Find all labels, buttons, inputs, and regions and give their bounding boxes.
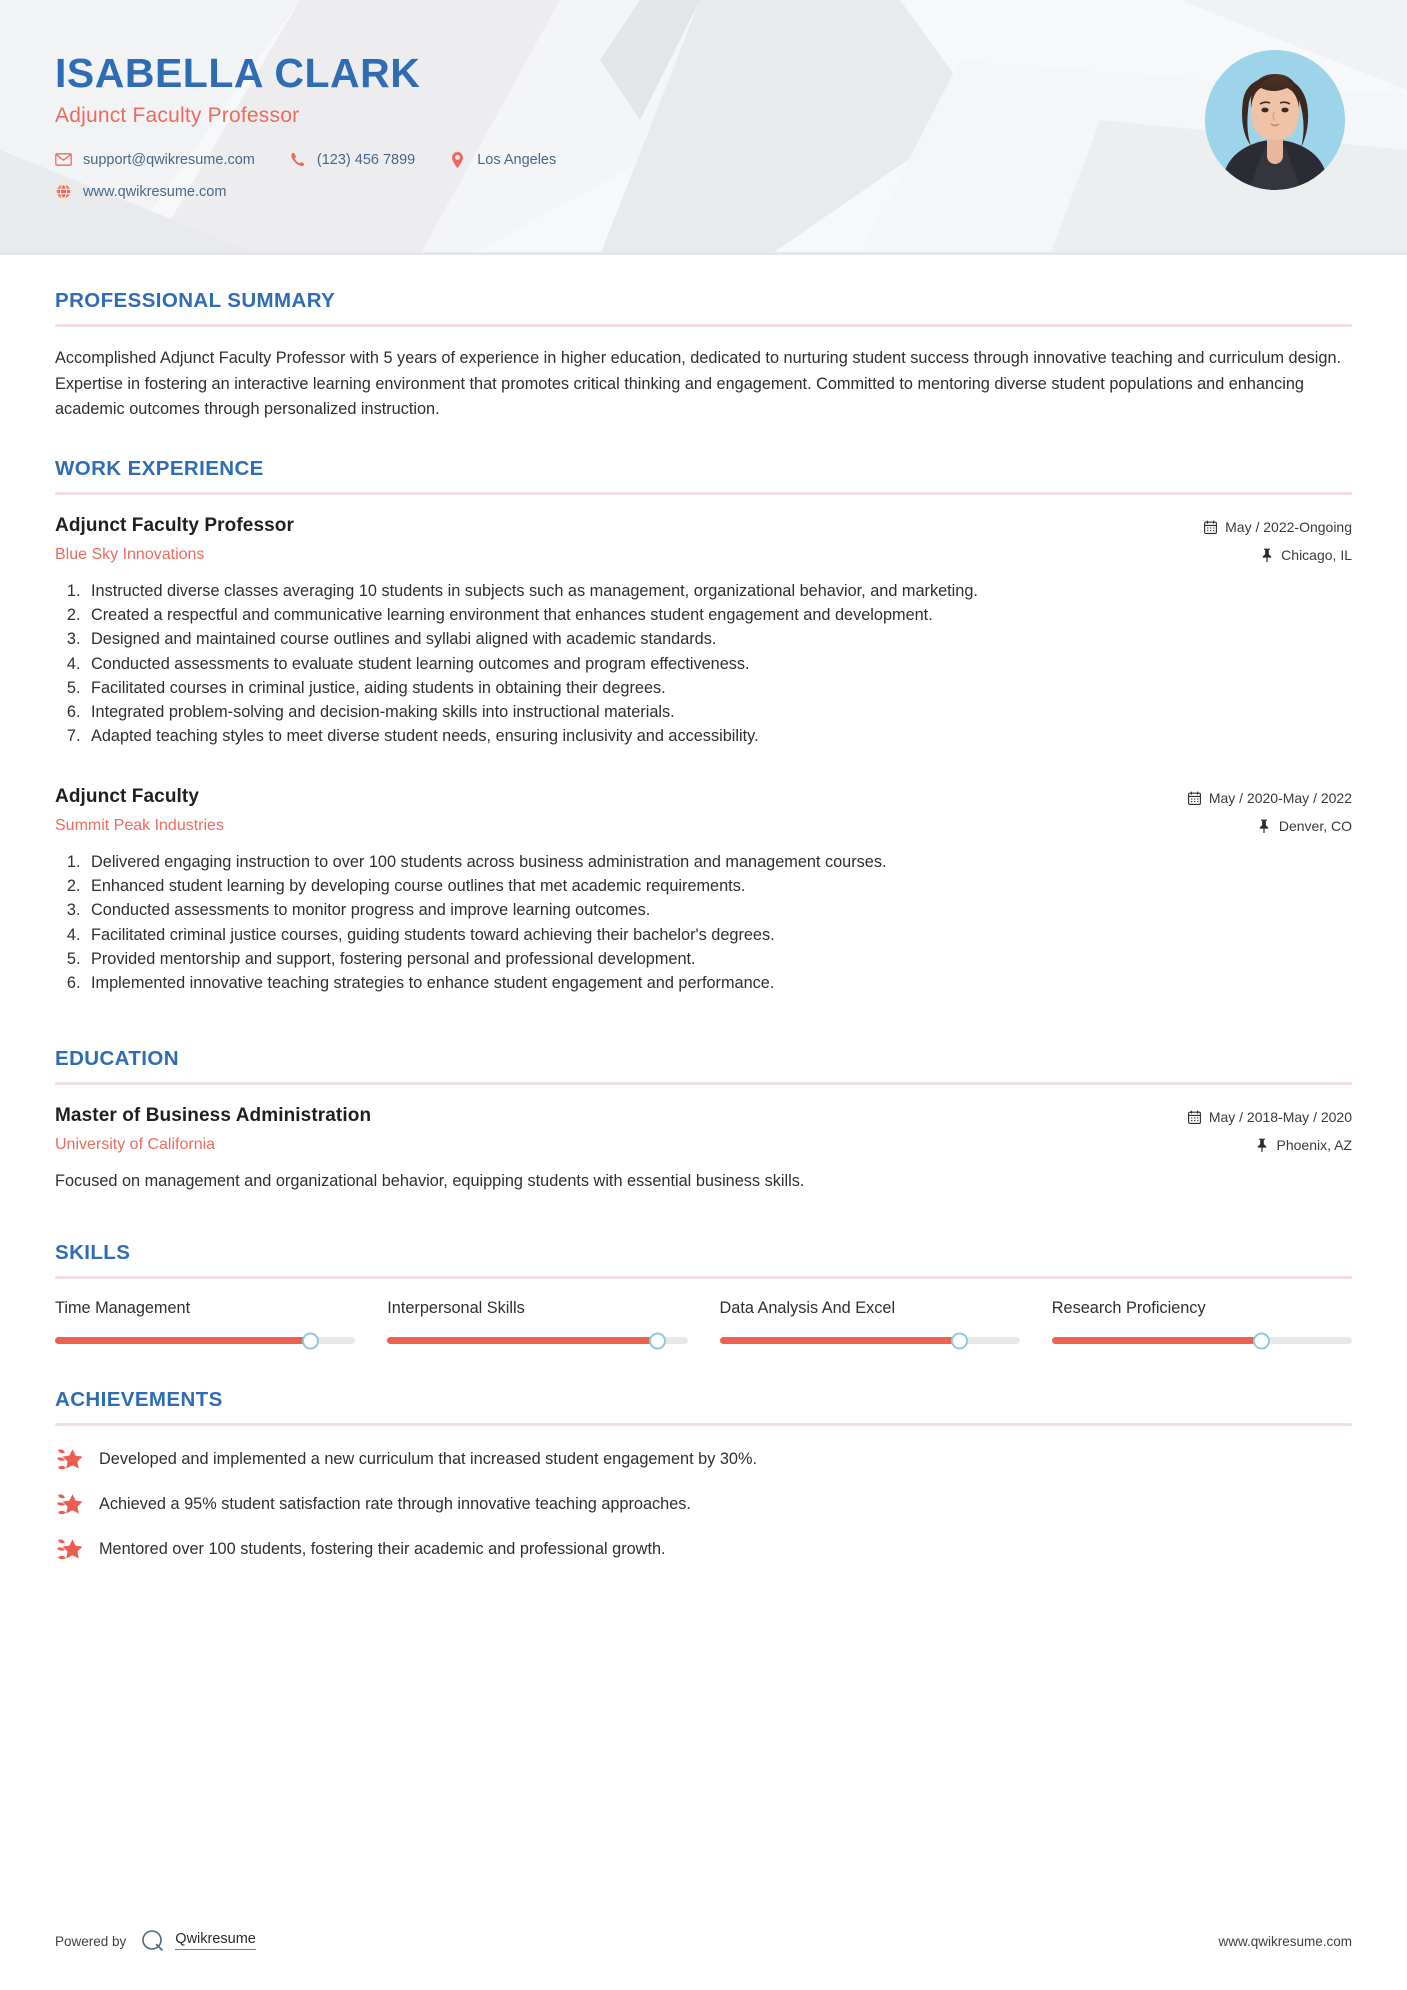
work-entry (55, 786, 1352, 995)
list-item: 2. Created a respectful and communicative learning environment that enhances student engagement and development. (85, 604, 1352, 627)
skill-knob[interactable] (302, 1332, 319, 1349)
list-item: 1. Instructed diverse classes averaging 10 students in subjects such as management, organizational behavior, and marketing. (85, 580, 1352, 603)
pushpin-icon (1258, 819, 1271, 833)
job-dates-text: May / 2022-Ongoing (1225, 519, 1352, 536)
work-entry-meta (1188, 786, 1352, 834)
work-entry (55, 515, 1352, 748)
pushpin-icon (1260, 548, 1273, 562)
resume-header (0, 0, 1407, 255)
list-item: 2. Enhanced student learning by developing course outlines that met academic requirements. (85, 875, 1352, 898)
footer-site-url[interactable]: www.qwikresume.com (1218, 1933, 1352, 1949)
list-item: 5. Provided mentorship and support, fostering personal and professional development. (85, 948, 1352, 971)
skill-knob[interactable] (1253, 1332, 1270, 1349)
section-title-summary: PROFESSIONAL SUMMARY (55, 289, 336, 312)
list-item: 3. Conducted assessments to monitor progress and improve learning outcomes. (85, 899, 1352, 922)
education-entry-identity (55, 1105, 371, 1154)
job-dates-text: May / 2020-May / 2022 (1208, 790, 1352, 807)
achievement-text: Developed and implemented a new curriculum that increased student engagement by 30%. (99, 1450, 757, 1469)
star-badge-icon (55, 1446, 83, 1472)
candidate-role: Adjunct Faculty Professor (55, 104, 300, 128)
section-divider (55, 1082, 1352, 1085)
job-title: Adjunct Faculty Professor (55, 515, 294, 537)
job-responsibilities (55, 580, 1352, 748)
job-location (1204, 547, 1352, 563)
section-skills (55, 1241, 1352, 1344)
list-item: 3. Designed and maintained course outlines and syllabi aligned with academic standards. (85, 628, 1352, 651)
work-entry-identity (55, 786, 224, 835)
skill-fill (55, 1337, 310, 1344)
job-location-text: Chicago, IL (1281, 547, 1352, 564)
resume-body (0, 289, 1407, 1562)
contact-email[interactable] (55, 151, 255, 168)
calendar-icon (1204, 520, 1217, 534)
summary-text: Accomplished Adjunct Faculty Professor with 5 years of experience in higher education, dedicated to nurturing student success through innovative teaching and curriculum design. Expertise in fostering an interactive learning environment that promotes critical thinking and engagement. Committed to mentoring diverse student populations and enhancing academic outcomes through personalized instruction. (55, 349, 1342, 419)
star-badge-icon (55, 1491, 83, 1517)
job-responsibilities (55, 851, 1352, 995)
list-item: 1. Delivered engaging instruction to over 100 students across business administration and management courses. (85, 851, 1352, 874)
section-divider (55, 1276, 1352, 1279)
education-description: Focused on management and organizational behavior, equipping students with essential business skills. (55, 1172, 805, 1191)
skill-fill (720, 1337, 960, 1344)
contact-email-text: support@qwikresume.com (83, 151, 255, 168)
qwikresume-logo-icon (140, 1928, 166, 1954)
list-item (55, 1446, 1352, 1472)
skill-item (387, 1299, 687, 1344)
list-item: 5. Facilitated courses in criminal justice, aiding students in obtaining their degrees. (85, 677, 1352, 700)
list-item: 4. Conducted assessments to evaluate student learning outcomes and program effectiveness. (85, 653, 1352, 676)
skill-label: Time Management (55, 1299, 191, 1318)
skill-item (55, 1299, 355, 1344)
contact-row-secondary (55, 183, 1352, 200)
pushpin-icon (1256, 1138, 1269, 1152)
section-education (55, 1047, 1352, 1193)
contact-website[interactable] (55, 183, 226, 200)
skill-knob[interactable] (951, 1332, 968, 1349)
education-location (1188, 1137, 1352, 1153)
list-item (55, 1491, 1352, 1517)
skill-fill (1052, 1337, 1262, 1344)
footer-branding (55, 1928, 256, 1954)
education-dates (1188, 1109, 1352, 1125)
education-entry (55, 1105, 1352, 1193)
list-item: 6. Implemented innovative teaching strategies to enhance student engagement and performance. (85, 972, 1352, 995)
contact-row-primary (55, 151, 1352, 168)
skill-slider[interactable] (55, 1337, 355, 1344)
education-entry-header (55, 1105, 1352, 1154)
section-achievements (55, 1388, 1352, 1562)
powered-by-label: Powered by (55, 1933, 127, 1949)
work-entry-header (55, 515, 1352, 564)
achievements-list (55, 1446, 1352, 1562)
contact-location-text: Los Angeles (477, 151, 557, 168)
section-divider (55, 492, 1352, 495)
work-entry-header (55, 786, 1352, 835)
brand-name[interactable]: Qwikresume (175, 1932, 256, 1950)
company-name: Summit Peak Industries (55, 817, 224, 835)
star-badge-icon (55, 1536, 83, 1562)
education-location-text: Phoenix, AZ (1276, 1137, 1352, 1154)
section-divider (55, 1423, 1352, 1426)
skill-label: Data Analysis And Excel (719, 1299, 896, 1318)
section-title-education: EDUCATION (55, 1047, 179, 1071)
skills-grid (55, 1299, 1352, 1344)
education-entry-meta (1188, 1105, 1352, 1153)
job-location (1188, 818, 1352, 834)
skill-label: Interpersonal Skills (387, 1299, 525, 1318)
list-item: 4. Facilitated criminal justice courses, guiding students toward achieving their bachelor's degrees. (85, 924, 1352, 947)
avatar (1205, 50, 1345, 190)
section-professional-summary (55, 289, 1352, 423)
resume-footer (0, 1928, 1407, 1954)
phone-icon (289, 151, 306, 168)
contact-website-text: www.qwikresume.com (83, 183, 227, 200)
email-icon (55, 151, 72, 168)
candidate-name: ISABELLA CLARK (55, 50, 421, 96)
work-entry-identity (55, 515, 294, 564)
job-dates (1204, 519, 1352, 535)
skill-fill (387, 1337, 657, 1344)
avatar-photo (1205, 50, 1345, 190)
contact-phone[interactable] (289, 151, 415, 168)
skill-item (1052, 1299, 1352, 1344)
achievement-text: Achieved a 95% student satisfaction rate through innovative teaching approaches. (99, 1495, 691, 1514)
section-work-experience (55, 457, 1352, 995)
section-title-work: WORK EXPERIENCE (55, 457, 264, 481)
skill-slider[interactable] (720, 1337, 1020, 1344)
location-pin-icon (449, 151, 466, 168)
skill-slider[interactable] (1052, 1337, 1352, 1344)
calendar-icon (1188, 791, 1201, 805)
calendar-icon (1188, 1110, 1201, 1124)
company-name: Blue Sky Innovations (55, 546, 205, 564)
list-item: 6. Integrated problem-solving and decision-making skills into instructional materials. (85, 701, 1352, 724)
school-name: University of California (55, 1136, 216, 1154)
job-location-text: Denver, CO (1278, 818, 1352, 835)
job-title: Adjunct Faculty (55, 786, 200, 808)
section-title-achievements: ACHIEVEMENTS (55, 1388, 223, 1412)
work-entry-meta (1204, 515, 1352, 563)
section-divider (55, 324, 1352, 327)
globe-icon (55, 183, 72, 200)
list-item (55, 1536, 1352, 1562)
skill-label: Research Proficiency (1051, 1299, 1206, 1318)
job-dates (1188, 790, 1352, 806)
skill-item (720, 1299, 1020, 1344)
education-dates-text: May / 2018-May / 2020 (1208, 1109, 1352, 1126)
degree-title: Master of Business Administration (55, 1105, 372, 1127)
list-item: 7. Adapted teaching styles to meet diverse student needs, ensuring inclusivity and accessibility. (85, 725, 1352, 748)
skill-knob[interactable] (649, 1332, 666, 1349)
contact-location (449, 151, 556, 168)
skill-slider[interactable] (387, 1337, 687, 1344)
section-title-skills: SKILLS (55, 1241, 131, 1265)
contact-phone-text: (123) 456 7899 (316, 151, 416, 168)
achievement-text: Mentored over 100 students, fostering their academic and professional growth. (99, 1540, 666, 1559)
